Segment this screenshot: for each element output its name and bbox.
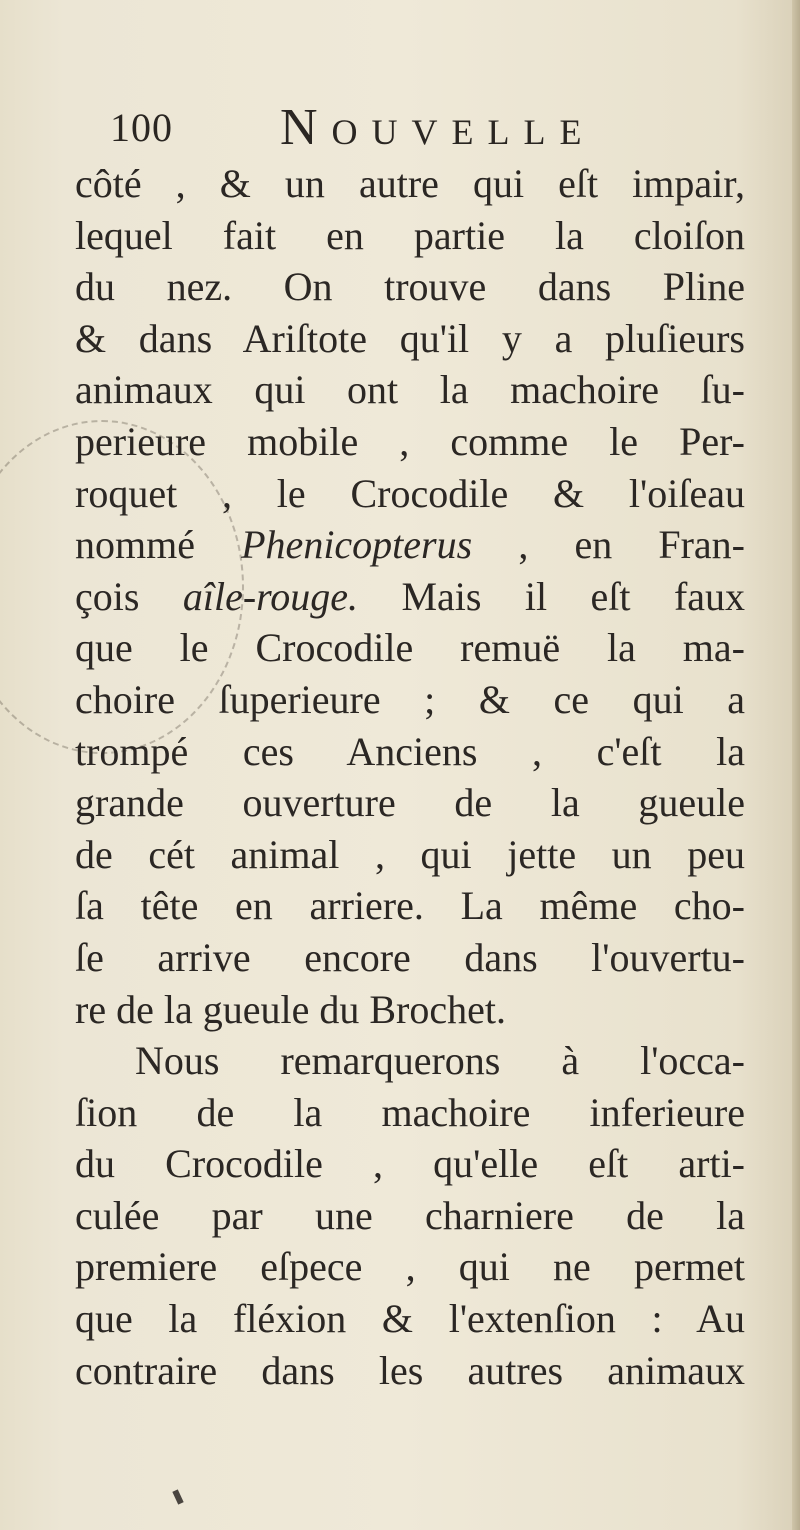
text-line-mixed [75,571,745,623]
text-line: que la fléxion & l'extenſion : Au [75,1296,745,1342]
text-line: culée par une charniere de la [75,1192,745,1238]
text-line: grande ouverture de la gueule [75,780,745,826]
text-fragment: çois [75,573,140,619]
text-line: ſion de la machoire inferieure [75,1089,745,1135]
page-number: 100 [110,105,173,150]
text-line: contraire dans les autres animaux [75,1347,745,1393]
text-line: choire ſuperieure ; & ce qui a [75,676,745,722]
text-fragment: , en Fran- [518,522,745,568]
text-line: perieure mobile , comme le Per- [75,418,745,464]
italic-term: Phenicopterus [241,522,473,568]
text-line: que le Crocodile remuë la ma- [75,625,745,671]
text-line: premiere eſpece , qui ne permet [75,1244,745,1290]
italic-term: aîle-rouge. [182,573,359,619]
text-fragment: Mais il eſt faux [401,573,746,619]
text-line: du nez. On trouve dans Pline [75,264,745,310]
text-line: côté , & un autre qui eſt impair, [75,161,745,206]
page-edge [792,0,800,1530]
text-line: lequel fait en partie la cloiſon [75,212,745,258]
text-fragment: nommé [75,522,195,568]
body-text [75,158,745,1396]
running-head: Nouvelle [280,99,596,156]
text-line: re de la gueule du Brochet. [75,986,506,1032]
text-line: roquet , le Crocodile & l'oiſeau [75,470,745,516]
text-line-mixed [75,519,745,571]
text-line: du Crocodile , qu'elle eſt arti- [75,1141,745,1187]
text-line: ſa tête en arriere. La même cho- [75,883,745,929]
text-line: ſe arrive encore dans l'ouvertu- [75,934,745,980]
text-line: trompé ces Anciens , c'eſt la [75,728,745,774]
page-header [110,98,670,158]
text-line: de cét animal , qui jette un peu [75,831,745,877]
text-line: Nous remarquerons à l'occa- [135,1038,745,1084]
ink-mark [172,1489,183,1504]
text-line: animaux qui ont la machoire ſu- [75,367,745,413]
text-line: & dans Ariſtote qu'il y a pluſieurs [75,315,745,361]
